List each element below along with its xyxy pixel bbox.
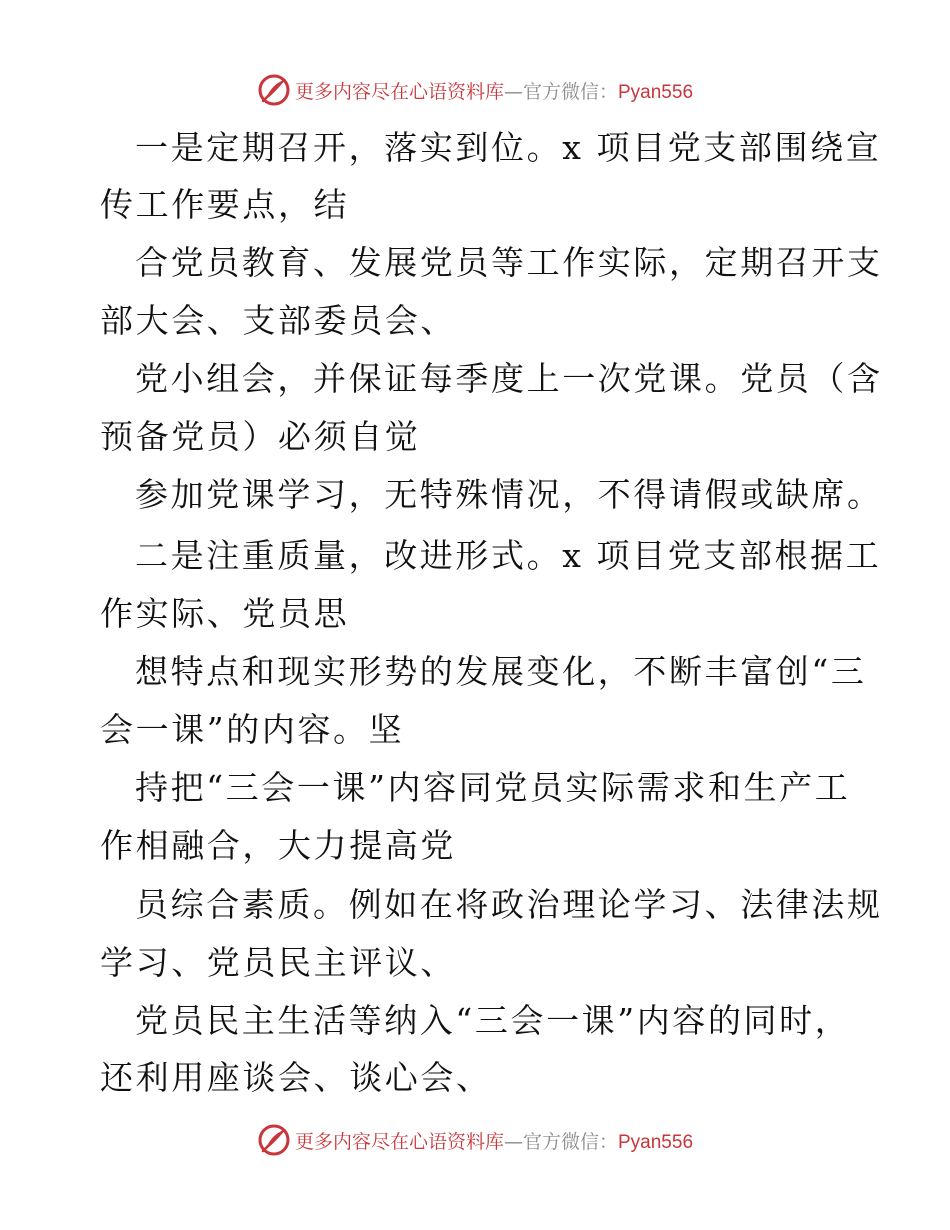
footer-banner bbox=[0, 1120, 950, 1160]
body-line: 参加党课学习，无特殊情况，不得请假或缺席。 bbox=[135, 475, 883, 514]
footer-banner-text bbox=[295, 1127, 693, 1154]
footer-wechat-id: Pyan556 bbox=[618, 1131, 694, 1153]
feather-pen-logo-icon bbox=[257, 73, 291, 107]
body-line: 党小组会，并保证每季度上一次党课。党员（含 bbox=[135, 359, 883, 398]
header-dash: — bbox=[503, 80, 523, 103]
header-banner-text bbox=[295, 77, 693, 104]
body-line: 预备党员）必须自觉 bbox=[100, 417, 421, 456]
body-line: 会一课”的内容。坚 bbox=[100, 710, 405, 749]
body-line: 传工作要点，结 bbox=[100, 185, 350, 224]
body-line: 还利用座谈会、谈心会、 bbox=[100, 1058, 492, 1097]
header-site-name: 更多内容尽在心语资料库 bbox=[294, 80, 504, 103]
body-line: 作实际、党员思 bbox=[100, 594, 350, 633]
body-line: 合党员教育、发展党员等工作实际，定期召开支 bbox=[135, 243, 883, 282]
body-line: 党员民主生活等纳入“三会一课”内容的同时， bbox=[135, 1001, 851, 1040]
body-line: 学习、党员民主评议、 bbox=[100, 943, 456, 982]
body-line: 作相融合，大力提高党 bbox=[100, 826, 456, 865]
header-wechat-id: Pyan556 bbox=[618, 81, 694, 103]
feather-pen-logo-icon bbox=[257, 1123, 291, 1157]
footer-site-name: 更多内容尽在心语资料库 bbox=[294, 1130, 504, 1153]
header-banner bbox=[0, 70, 950, 110]
body-line: 一是定期召开，落实到位。x 项目党支部围绕宣 bbox=[135, 128, 882, 167]
footer-dash: — bbox=[503, 1130, 523, 1153]
body-line: 二是注重质量，改进形式。x 项目党支部根据工 bbox=[135, 536, 882, 575]
body-line: 员综合素质。例如在将政治理论学习、法律法规 bbox=[135, 885, 883, 924]
body-line: 想特点和现实形势的发展变化，不断丰富创“三 bbox=[135, 652, 867, 691]
footer-wechat-label: 官方微信： bbox=[522, 1130, 618, 1153]
body-line: 持把“三会一课”内容同党员实际需求和生产工 bbox=[135, 768, 851, 807]
body-line: 部大会、支部委员会、 bbox=[100, 301, 456, 340]
header-wechat-label: 官方微信： bbox=[522, 80, 618, 103]
